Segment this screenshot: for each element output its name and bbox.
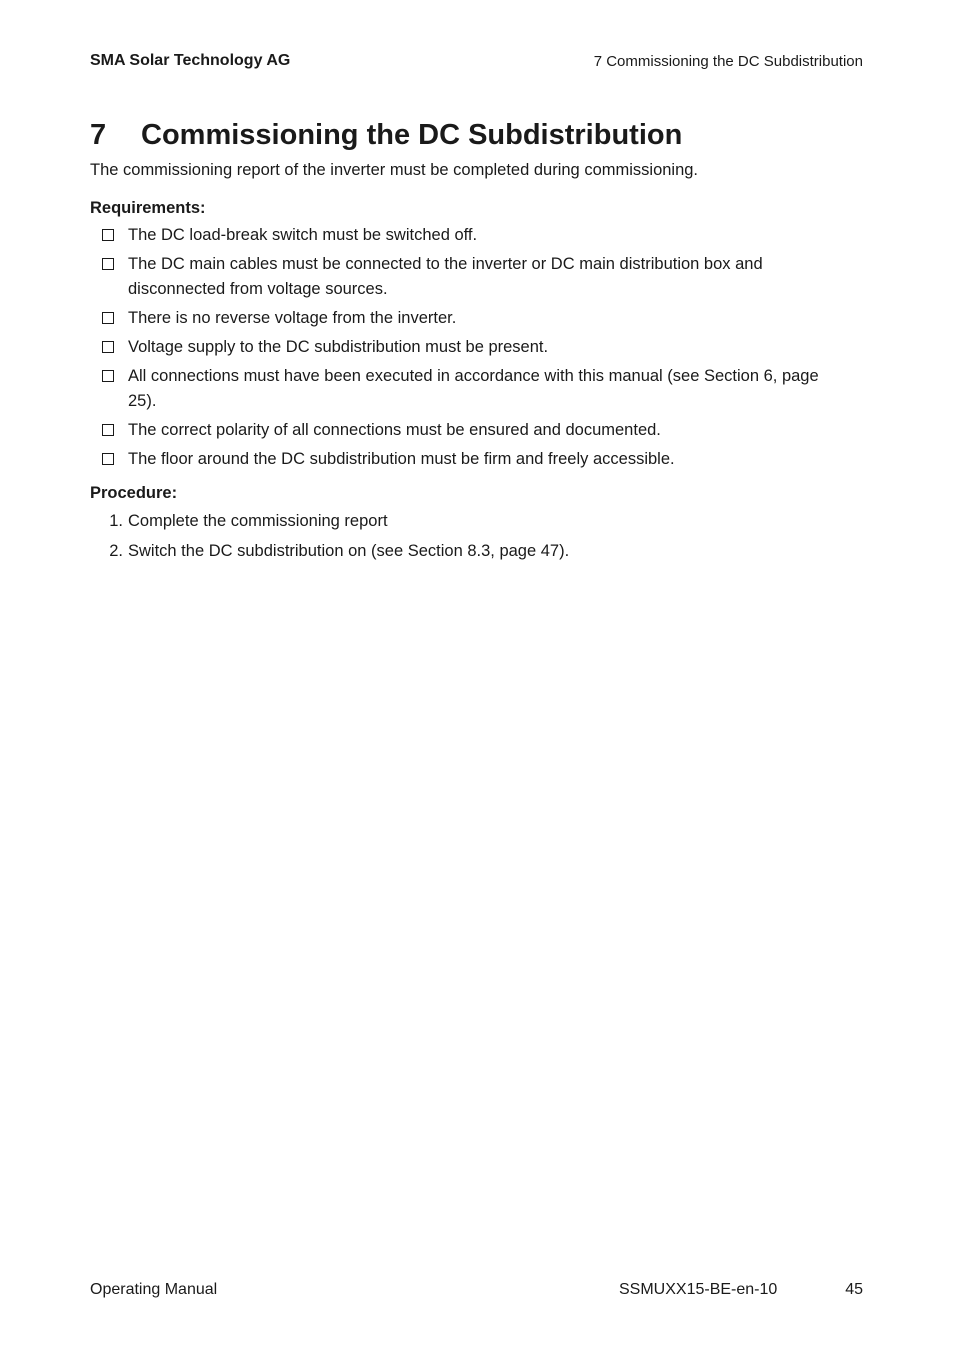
- requirement-item: [90, 252, 850, 302]
- requirement-text: Voltage supply to the DC subdistribution must be present.: [128, 338, 549, 356]
- requirement-text: There is no reverse voltage from the inverter.: [128, 309, 457, 327]
- checkbox-icon: [102, 370, 114, 382]
- footer-doc-type: Operating Manual: [90, 1281, 218, 1298]
- step-number: 1.: [109, 512, 123, 530]
- checkbox-icon: [102, 258, 114, 270]
- requirement-text: All connections must have been executed in accordance with this manual (see Section 6, page 25).: [128, 367, 819, 410]
- header-chapter-ref: 7 Commissioning the DC Subdistribution: [593, 53, 863, 70]
- checkbox-icon: [102, 312, 114, 324]
- requirement-item: [90, 335, 850, 360]
- checkbox-icon: [102, 424, 114, 436]
- checkbox-icon: [102, 229, 114, 241]
- requirements-heading: Requirements:: [90, 199, 206, 217]
- procedure-heading: Procedure:: [90, 484, 178, 502]
- procedure-step: [90, 539, 850, 564]
- requirement-item: [90, 447, 850, 472]
- requirement-text: The DC load-break switch must be switched off.: [128, 226, 478, 244]
- chapter-number: 7: [90, 119, 107, 151]
- procedure-step: [90, 509, 850, 534]
- requirement-item: [90, 364, 850, 414]
- checkbox-icon: [102, 341, 114, 353]
- chapter-title: [90, 115, 850, 155]
- step-text: Complete the commissioning report: [128, 512, 388, 530]
- chapter-intro: The commissioning report of the inverter must be completed during commissioning.: [90, 161, 699, 179]
- chapter-title-text: Commissioning the DC Subdistribution: [141, 119, 683, 151]
- step-text: Switch the DC subdistribution on (see Section 8.3, page 47).: [128, 542, 570, 560]
- checkbox-icon: [102, 453, 114, 465]
- footer-doc-code: SSMUXX15-BE-en-10: [619, 1281, 778, 1298]
- requirement-text: The floor around the DC subdistribution must be firm and freely accessible.: [128, 450, 675, 468]
- requirement-item: [90, 418, 850, 443]
- page-content: [90, 115, 850, 569]
- footer-page-number: 45: [845, 1281, 863, 1298]
- requirement-text: The correct polarity of all connections must be ensured and documented.: [128, 421, 661, 439]
- requirement-item: [90, 223, 850, 248]
- step-number: 2.: [109, 542, 123, 560]
- requirements-list: [90, 223, 850, 472]
- procedure-list: [90, 509, 850, 564]
- header-company: SMA Solar Technology AG: [90, 52, 291, 69]
- requirement-item: [90, 306, 850, 331]
- requirement-text: The DC main cables must be connected to the inverter or DC main distribution box and disconnected from voltage sources.: [128, 255, 763, 298]
